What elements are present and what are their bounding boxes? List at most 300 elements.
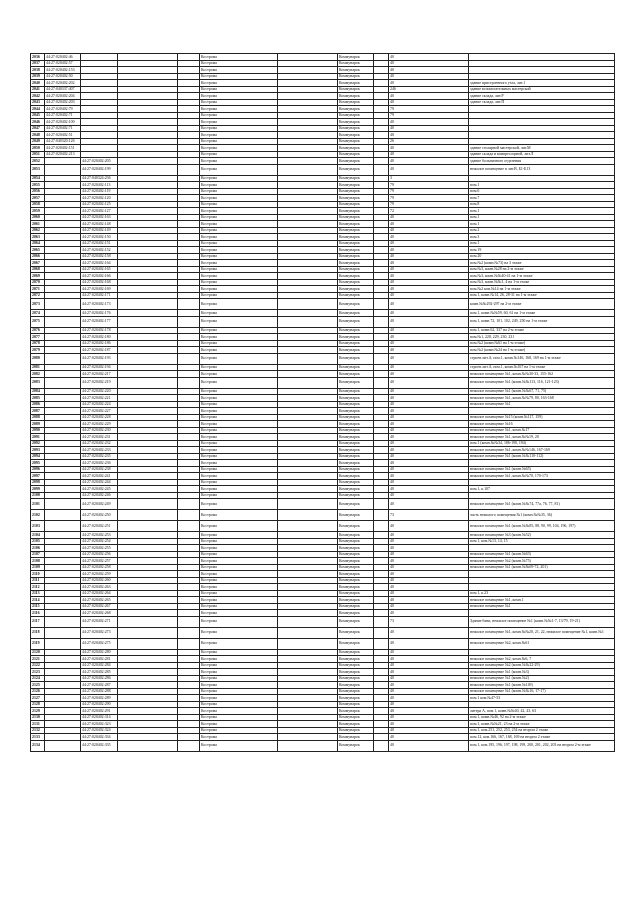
house-number-cell: 40	[389, 125, 469, 132]
cadastral-id-primary: 44:27:020402:57	[45, 60, 81, 67]
row-number: 2120	[31, 649, 45, 656]
street-cell: Коммунарок	[338, 638, 374, 649]
street-cell: Коммунарок	[338, 427, 374, 434]
table-row	[31, 521, 615, 532]
street-cell: Коммунарок	[338, 164, 374, 175]
row-number: 2038	[31, 67, 45, 74]
cadastral-id-primary: 44:27:020402:151	[45, 145, 81, 152]
house-number-cell: 40	[389, 584, 469, 591]
street-cell: Коммунарок	[338, 551, 374, 558]
house-number-cell: 40	[389, 466, 469, 473]
street-cell: Коммунарок	[338, 499, 374, 510]
city-cell: Кострома	[200, 466, 278, 473]
house-number-cell: 40	[389, 688, 469, 695]
house-number-cell: 40	[389, 260, 469, 267]
table-row	[31, 740, 615, 751]
description-cell: здание склада, лит.П	[469, 99, 615, 106]
cadastral-id-primary: 44:27:020402:79	[45, 106, 81, 113]
description-cell: Здание бани, нежилое помещение №1 (комн.№№1-7, 13/79, 19-21)	[469, 616, 615, 627]
cadastral-id-primary	[45, 627, 81, 638]
description-cell: пом.1, комн.№№21, 23 на 2-м этаже	[469, 721, 615, 728]
cadastral-id-secondary: 44:27:020402:250	[81, 510, 118, 521]
house-number-cell: 40	[389, 221, 469, 228]
city-cell: Кострома	[200, 182, 278, 189]
blank-cell	[178, 740, 200, 751]
house-number-cell: 40	[389, 273, 469, 280]
cadastral-id-secondary: 44:27:020402:224	[81, 401, 118, 408]
street-cell: Коммунарок	[338, 701, 374, 708]
description-cell: пом.№2 (комн.№61 на 1-м этаже)	[469, 340, 615, 347]
street-cell: Коммунарок	[338, 656, 374, 663]
blank-cell	[118, 316, 178, 327]
city-cell: Кострома	[200, 327, 278, 334]
street-cell: Коммунарок	[338, 675, 374, 682]
city-cell: Кострома	[200, 421, 278, 428]
cadastral-id-primary: 44:27:020402:203	[45, 99, 81, 106]
description-cell: нежилое помещение №15 (комн.№117, 159)	[469, 414, 615, 421]
description-cell: пом.6	[469, 188, 615, 195]
house-number-cell: 40	[389, 740, 469, 751]
street-cell: Коммунарок	[338, 286, 374, 293]
cadastral-id-primary: 44:27:020402:51	[45, 132, 81, 139]
description-cell: нежилое помещение №1 (комн.№№110-112)	[469, 453, 615, 460]
description-cell: нежилое помещение №1 (комн.№63)	[469, 551, 615, 558]
cadastral-id-secondary: 44:27:020402:168	[81, 279, 118, 286]
city-cell: Кострома	[200, 682, 278, 689]
street-cell: Коммунарок	[338, 353, 374, 364]
row-number: 2106	[31, 545, 45, 552]
cadastral-id-secondary: 44:27:020402:163	[81, 214, 118, 221]
row-number: 2086	[31, 401, 45, 408]
city-cell: Кострома	[200, 310, 278, 317]
cadastral-id-primary: 44:27:040320:126	[45, 138, 81, 145]
street-cell: Коммунарок	[338, 93, 374, 100]
description-cell: пом.1	[469, 221, 615, 228]
city-cell: Кострома	[200, 316, 278, 327]
house-number-cell: 40	[389, 662, 469, 669]
description-cell: пом.1, комн.№46, 92 на 2-м этаже	[469, 714, 615, 721]
city-cell: Кострома	[200, 347, 278, 354]
blank-cell	[118, 638, 178, 649]
row-number: 2100	[31, 492, 45, 499]
cadastral-id-secondary: 44:27:020402:171	[81, 292, 118, 299]
house-number-cell: 3	[389, 175, 469, 182]
house-number-cell: 40	[389, 545, 469, 552]
row-number: 2062	[31, 227, 45, 234]
street-cell: Коммунарок	[338, 662, 374, 669]
street-cell: Коммунарок	[338, 99, 374, 106]
blank-cell	[178, 353, 200, 364]
cadastral-id-primary	[45, 377, 81, 388]
city-cell: Кострома	[200, 395, 278, 402]
blank-cell	[178, 616, 200, 627]
blank-cell	[374, 377, 389, 388]
blank-cell	[178, 521, 200, 532]
row-number: 2102	[31, 510, 45, 521]
city-cell: Кострома	[200, 603, 278, 610]
description-cell: пом.№2 (комн.№73) на 3 этаже	[469, 260, 615, 267]
city-cell: Кострома	[200, 564, 278, 571]
street-cell: Коммунарок	[338, 327, 374, 334]
house-number-cell: 40	[389, 708, 469, 715]
row-number: 2084	[31, 388, 45, 395]
description-cell: комн.№№292-297 на 2-м этаже	[469, 299, 615, 310]
description-cell: нежилое помещение №1 (комн.№3)	[469, 669, 615, 676]
row-number: 2047	[31, 125, 45, 132]
house-number-cell: 40	[389, 395, 469, 402]
street-cell: Коммунарок	[338, 201, 374, 208]
street-cell: Коммунарок	[338, 571, 374, 578]
register-rows	[31, 54, 615, 752]
street-cell: Коммунарок	[338, 234, 374, 241]
table-row	[31, 616, 615, 627]
street-cell: Коммунарок	[338, 253, 374, 260]
cadastral-id-secondary: 44:27:040324:236	[81, 175, 118, 182]
city-cell: Кострома	[200, 558, 278, 565]
city-cell: Кострома	[200, 299, 278, 310]
description-cell: нежилое помещение №1 (комн.№65)	[469, 466, 615, 473]
street-cell: Коммунарок	[338, 240, 374, 247]
row-number: 2092	[31, 440, 45, 447]
row-number: 2080	[31, 353, 45, 364]
house-number-cell: 40	[389, 266, 469, 273]
description-cell: нежилое помещение №1 (комн.№2)	[469, 675, 615, 682]
city-cell: Кострома	[200, 195, 278, 202]
house-number-cell: 40	[389, 590, 469, 597]
city-cell: Кострома	[200, 701, 278, 708]
row-number: 2077	[31, 334, 45, 341]
city-cell: Кострома	[200, 201, 278, 208]
city-cell: Кострома	[200, 571, 278, 578]
cadastral-id-secondary: 44:27:020402:256	[81, 551, 118, 558]
blank-cell	[374, 164, 389, 175]
house-number-cell: 40	[389, 538, 469, 545]
street-cell: Коммунарок	[338, 434, 374, 441]
house-number-cell: 40	[389, 434, 469, 441]
cadastral-id-secondary: 44:27:020402:244	[81, 479, 118, 486]
house-number-cell: 40	[389, 279, 469, 286]
city-cell: Кострома	[200, 67, 278, 74]
description-cell: нежилое помещение №1 (комн.№№69-72, 201)	[469, 564, 615, 571]
row-number: 2091	[31, 434, 45, 441]
house-number-cell: 40	[389, 521, 469, 532]
row-number: 2050	[31, 145, 45, 152]
city-cell: Кострома	[200, 234, 278, 241]
city-cell: Кострома	[200, 240, 278, 247]
description-cell: пом.1	[469, 208, 615, 215]
row-number: 2085	[31, 395, 45, 402]
cadastral-id-secondary: 44:27:020402:180	[81, 334, 118, 341]
description-cell: пом.№3, комн.№№40-41 на 1-м этаже	[469, 273, 615, 280]
row-number: 2103	[31, 521, 45, 532]
street-cell: Коммунарок	[338, 86, 374, 93]
blank-cell	[374, 353, 389, 364]
blank-cell	[118, 616, 178, 627]
street-cell: Коммунарок	[338, 682, 374, 689]
cadastral-id-secondary: 44:27:020402:150	[81, 234, 118, 241]
cadastral-id-secondary: 44:27:020402:236	[81, 460, 118, 467]
row-number: 2060	[31, 214, 45, 221]
house-number-cell: 72	[389, 208, 469, 215]
house-number-cell: 40	[389, 93, 469, 100]
cadastral-id-primary: 44:27:020402:50	[45, 73, 81, 80]
street-cell: Коммунарок	[338, 538, 374, 545]
cadastral-id-secondary: 44:27:020402:221	[81, 395, 118, 402]
blank-cell	[374, 521, 389, 532]
city-cell: Кострома	[200, 638, 278, 649]
row-number: 2134	[31, 740, 45, 751]
city-cell: Кострома	[200, 221, 278, 228]
row-number: 2043	[31, 99, 45, 106]
street-cell: Коммунарок	[338, 340, 374, 347]
city-cell: Кострома	[200, 227, 278, 234]
city-cell: Кострома	[200, 695, 278, 702]
description-cell: пом.3	[469, 234, 615, 241]
blank-cell	[278, 521, 338, 532]
blank-cell	[278, 616, 338, 627]
cadastral-id-primary	[45, 616, 81, 627]
house-number-cell: 40	[389, 627, 469, 638]
description-cell: пом.19	[469, 247, 615, 254]
street-cell: Коммунарок	[338, 440, 374, 447]
row-number: 2111	[31, 577, 45, 584]
blank-cell	[374, 638, 389, 649]
description-cell: нежилое помещение №1, комн.№№19, 20	[469, 434, 615, 441]
street-cell: Коммунарок	[338, 266, 374, 273]
row-number: 2039	[31, 73, 45, 80]
house-number-cell: 40	[389, 551, 469, 558]
cadastral-id-secondary: 44:27:020402:286	[81, 675, 118, 682]
street-cell: Коммунарок	[338, 334, 374, 341]
row-number: 2066	[31, 253, 45, 260]
row-number: 2095	[31, 460, 45, 467]
cadastral-id-secondary: 44:27:020402:289	[81, 695, 118, 702]
house-number-cell: 40	[389, 421, 469, 428]
row-number: 2108	[31, 558, 45, 565]
row-number: 2071	[31, 286, 45, 293]
house-number-cell: 40	[389, 558, 469, 565]
street-cell: Коммунарок	[338, 80, 374, 87]
city-cell: Кострома	[200, 80, 278, 87]
description-cell: нежилое помещение №3 (комн.№52)	[469, 532, 615, 539]
description-cell: нежилое помещение №1 (комн.№№113, 116, 121-123)	[469, 377, 615, 388]
description-cell: пом.1, к.107	[469, 486, 615, 493]
street-cell: Коммунарок	[338, 273, 374, 280]
row-number: 2097	[31, 473, 45, 480]
city-cell: Кострома	[200, 532, 278, 539]
street-cell: Коммунарок	[338, 479, 374, 486]
city-cell: Кострома	[200, 675, 278, 682]
city-cell: Кострома	[200, 447, 278, 454]
house-number-cell: 40	[389, 132, 469, 139]
house-number-cell: 40	[389, 67, 469, 74]
city-cell: Кострома	[200, 492, 278, 499]
city-cell: Кострома	[200, 60, 278, 67]
cadastral-id-primary	[45, 299, 81, 310]
street-cell: Коммунарок	[338, 119, 374, 126]
house-number-cell: 40	[389, 54, 469, 61]
city-cell: Кострома	[200, 440, 278, 447]
description-cell: пом.№3, комн.№№1, 4 на 1-м этаже	[469, 279, 615, 286]
city-cell: Кострома	[200, 714, 278, 721]
cadastral-id-secondary: 44:27:020402:314	[81, 714, 118, 721]
row-number: 2119	[31, 638, 45, 649]
row-number: 2058	[31, 201, 45, 208]
cadastral-id-secondary: 44:27:020402:260	[81, 577, 118, 584]
row-number: 2094	[31, 453, 45, 460]
house-number-cell: 40	[389, 571, 469, 578]
street-cell: Коммунарок	[338, 521, 374, 532]
description-cell: нежилое помещение №1	[469, 401, 615, 408]
row-number: 2107	[31, 551, 45, 558]
street-cell: Коммунарок	[338, 564, 374, 571]
row-number: 2128	[31, 701, 45, 708]
cadastral-id-primary	[45, 499, 81, 510]
row-number: 2130	[31, 714, 45, 721]
blank-cell	[178, 164, 200, 175]
description-cell: здание склада и компрессорной, лит.Л	[469, 151, 615, 158]
street-cell: Коммунарок	[338, 145, 374, 152]
cadastral-id-secondary: 44:27:020402:127	[81, 208, 118, 215]
row-number: 2061	[31, 221, 45, 228]
street-cell: Коммунарок	[338, 616, 374, 627]
city-cell: Кострома	[200, 486, 278, 493]
house-number-cell: 40	[389, 347, 469, 354]
street-cell: Коммунарок	[338, 721, 374, 728]
street-cell: Коммунарок	[338, 292, 374, 299]
cadastral-id-primary: 44:27:020402:153	[45, 67, 81, 74]
row-number: 2064	[31, 240, 45, 247]
description-cell: нежилое помещение №16	[469, 421, 615, 428]
cadastral-id-secondary: 44:27:020402:125	[81, 201, 118, 208]
cadastral-id-secondary: 44:27:020402:290	[81, 701, 118, 708]
cadastral-id-secondary: 44:27:020402:259	[81, 571, 118, 578]
cadastral-id-secondary: 44:27:020402:241	[81, 473, 118, 480]
city-cell: Кострома	[200, 273, 278, 280]
row-number: 2041	[31, 86, 45, 93]
city-cell: Кострома	[200, 125, 278, 132]
cadastral-id-primary: 44:27:020402:213	[45, 151, 81, 158]
street-cell: Коммунарок	[338, 669, 374, 676]
street-cell: Коммунарок	[338, 364, 374, 371]
city-cell: Кострома	[200, 510, 278, 521]
city-cell: Кострома	[200, 401, 278, 408]
street-cell: Коммунарок	[338, 532, 374, 539]
house-number-cell: 40	[389, 388, 469, 395]
street-cell: Коммунарок	[338, 310, 374, 317]
description-cell: пом.20	[469, 253, 615, 260]
blank-cell	[118, 299, 178, 310]
row-number: 2127	[31, 695, 45, 702]
description-cell: нежилое помещение №2, комн.№61	[469, 638, 615, 649]
blank-cell	[178, 377, 200, 388]
house-number-cell: 40	[389, 408, 469, 415]
blank-cell	[278, 164, 338, 175]
street-cell: Коммунарок	[338, 316, 374, 327]
house-number-cell: 40	[389, 286, 469, 293]
cadastral-id-secondary: 44:27:020402:271	[81, 616, 118, 627]
street-cell: Коммунарок	[338, 558, 374, 565]
city-cell: Кострома	[200, 112, 278, 119]
city-cell: Кострома	[200, 388, 278, 395]
cadastral-id-secondary: 44:27:020402:120	[81, 195, 118, 202]
blank-cell	[278, 299, 338, 310]
description-cell: пом.7	[469, 195, 615, 202]
city-cell: Кострома	[200, 408, 278, 415]
street-cell: Коммунарок	[338, 740, 374, 751]
description-cell: нежилое помещение №1	[469, 603, 615, 610]
city-cell: Кострома	[200, 175, 278, 182]
blank-cell	[118, 627, 178, 638]
cadastral-id-secondary: 44:27:020402:265	[81, 597, 118, 604]
blank-cell	[374, 510, 389, 521]
description-cell: нежилое помещение №2 (комн.№№22-29)	[469, 662, 615, 669]
blank-cell	[118, 499, 178, 510]
city-cell: Кострома	[200, 279, 278, 286]
house-number-cell: 40	[389, 253, 469, 260]
city-cell: Кострома	[200, 145, 278, 152]
city-cell: Кострома	[200, 434, 278, 441]
blank-cell	[278, 627, 338, 638]
street-cell: Коммунарок	[338, 447, 374, 454]
city-cell: Кострома	[200, 597, 278, 604]
house-number-cell: 40	[389, 99, 469, 106]
blank-cell	[118, 521, 178, 532]
table-row	[31, 353, 615, 364]
cadastral-id-secondary: 44:27:020402:166	[81, 273, 118, 280]
cadastral-id-secondary: 44:27:020402:158	[81, 253, 118, 260]
cadastral-id-secondary: 44:27:020402:113	[81, 182, 118, 189]
cadastral-id-primary: 44:27:040337:407	[45, 86, 81, 93]
blank-cell	[178, 627, 200, 638]
street-cell: Коммунарок	[338, 510, 374, 521]
street-cell: Коммунарок	[338, 688, 374, 695]
row-number: 2076	[31, 327, 45, 334]
house-number-cell: 40	[389, 649, 469, 656]
row-number: 2090	[31, 427, 45, 434]
street-cell: Коммунарок	[338, 473, 374, 480]
cadastral-id-secondary: 44:27:020402:176	[81, 310, 118, 317]
description-cell: нежилое помещение №1 (комн.№149)	[469, 682, 615, 689]
cadastral-id-primary	[45, 316, 81, 327]
street-cell: Коммунарок	[338, 214, 374, 221]
cadastral-id-secondary: 44:27:020402:324	[81, 727, 118, 734]
blank-cell	[118, 740, 178, 751]
house-number-cell: 40	[389, 447, 469, 454]
cadastral-id-secondary: 44:27:020402:149	[81, 227, 118, 234]
city-cell: Кострома	[200, 188, 278, 195]
house-number-cell: 40	[389, 310, 469, 317]
city-cell: Кострома	[200, 151, 278, 158]
cadastral-id-secondary: 44:27:020402:246	[81, 492, 118, 499]
city-cell: Кострома	[200, 214, 278, 221]
description-cell: пом.12, ком.166, 167, 168, 169 на втором 2 этаже	[469, 734, 615, 741]
city-cell: Кострома	[200, 414, 278, 421]
house-number-cell: 40	[389, 340, 469, 347]
street-cell: Коммунарок	[338, 734, 374, 741]
description-cell: часть нежилого помещения №1 (комн.№№35, 36)	[469, 510, 615, 521]
blank-cell	[374, 740, 389, 751]
street-cell: Коммунарок	[338, 106, 374, 113]
row-number: 2052	[31, 158, 45, 165]
street-cell: Коммунарок	[338, 347, 374, 354]
register-sheet	[30, 53, 614, 752]
row-number: 2046	[31, 119, 45, 126]
cadastral-id-secondary: 44:27:020402:227	[81, 408, 118, 415]
row-number: 2123	[31, 669, 45, 676]
city-cell: Кострома	[200, 208, 278, 215]
table-row	[31, 638, 615, 649]
